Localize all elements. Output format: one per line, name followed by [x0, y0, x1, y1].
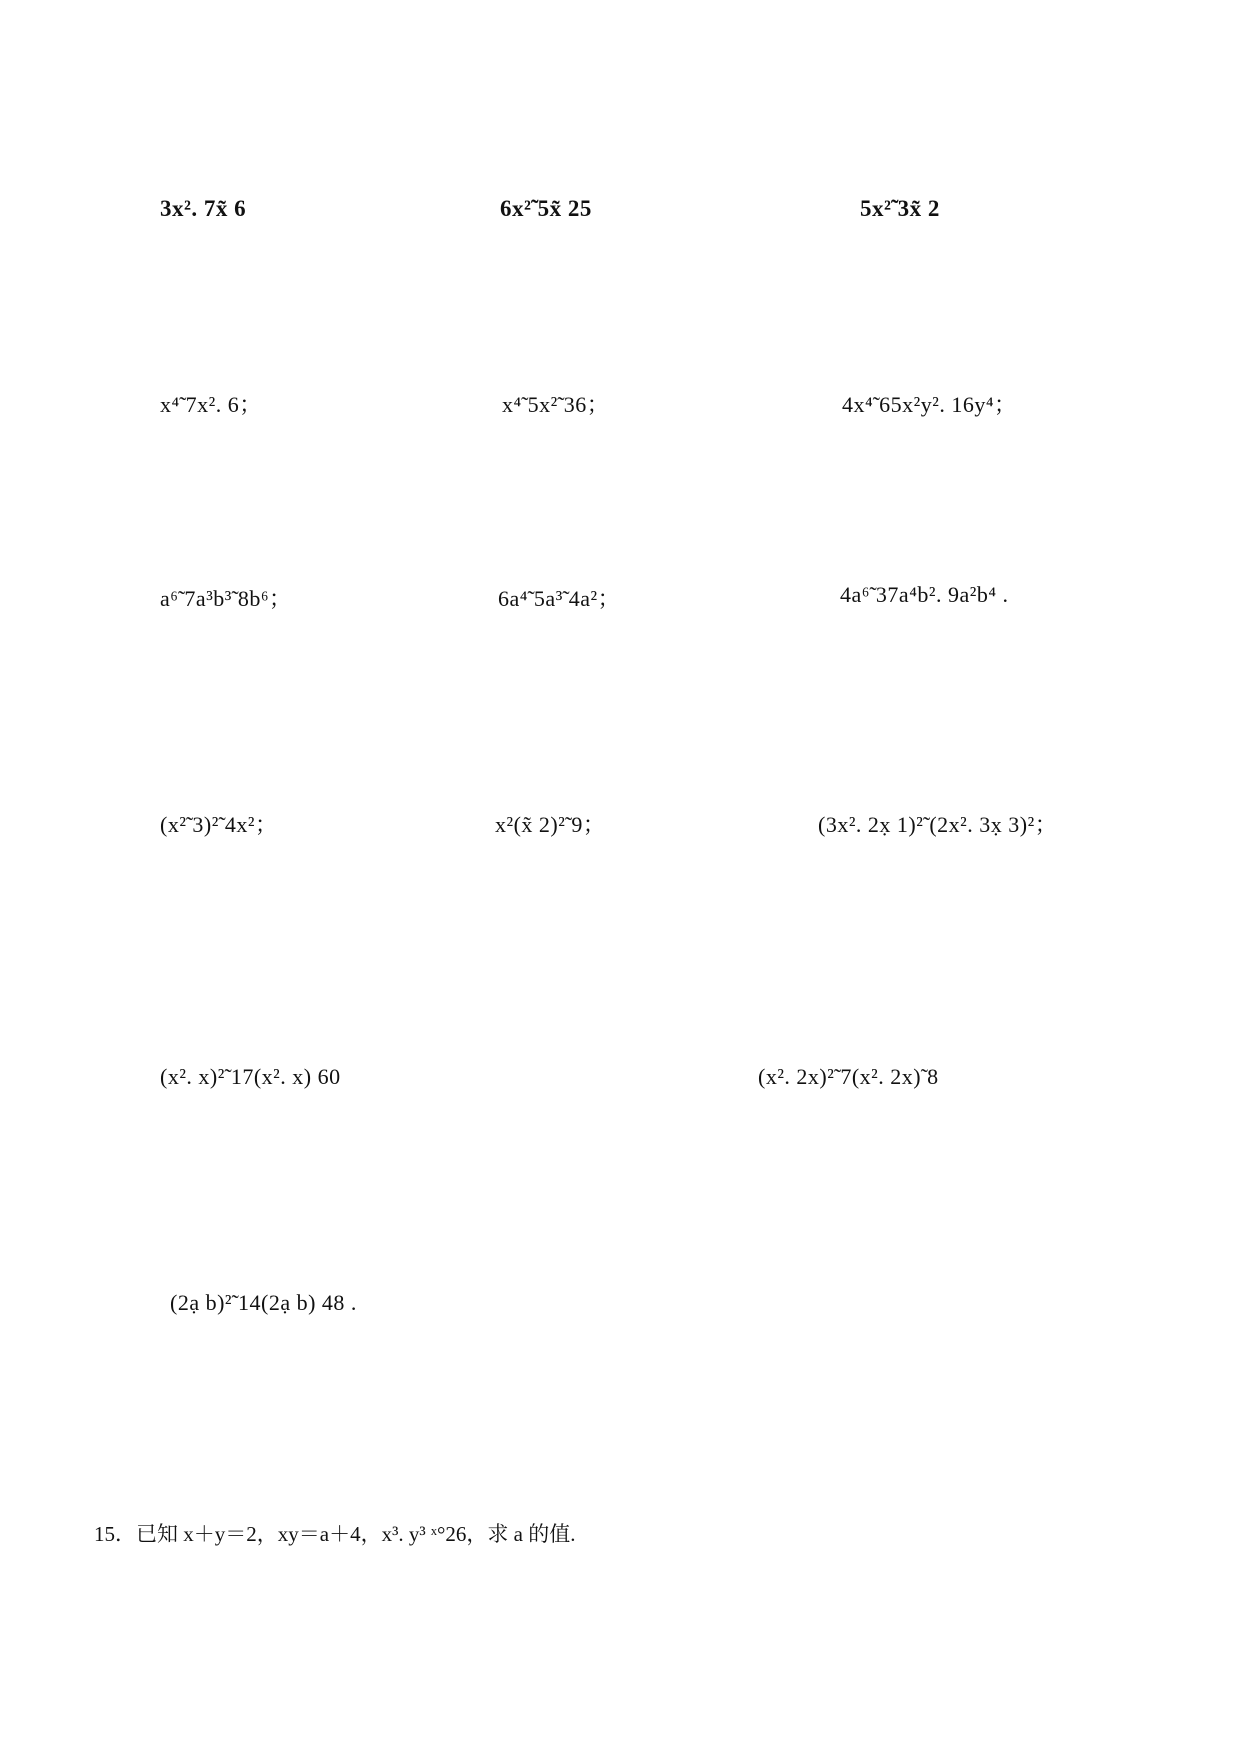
- problem-4-1: (x²̃ 3)²̃ 4x²；: [160, 812, 278, 837]
- problem-1-3: 5x²̃ 3x̃ 2: [860, 196, 940, 221]
- problem-4-3: (3x². 2x̣ 1)²̃ (2x². 3x̣ 3)²；: [818, 812, 1058, 837]
- question-15: 15．已知 x＋y＝2，xy＝a＋4，x³. y³ ˣ°26，求 a 的值.: [94, 1522, 576, 1546]
- problem-5-1: (x². x)²̃ 17(x². x) 60: [160, 1064, 341, 1089]
- problem-6-1: (2ạ b)²̃ 14(2ạ b) 48 .: [170, 1290, 357, 1315]
- problem-1-2: 6x²̃ 5x̃ 25: [500, 196, 592, 221]
- problem-3-1: a⁶̃ 7a³b³̃ 8b⁶；: [160, 586, 292, 611]
- problem-5-2: (x². 2x)²̃ 7(x². 2x)̃ 8: [758, 1064, 939, 1089]
- problem-4-2: x²(x̃ 2)²̃ 9；: [495, 812, 606, 837]
- problem-3-2: 6a⁴̃ 5a³̃ 4a²；: [498, 586, 621, 611]
- problem-3-3: 4a⁶̃ 37a⁴b². 9a²b⁴ .: [840, 582, 1009, 607]
- problem-2-1: x⁴̃ 7x². 6；: [160, 392, 262, 417]
- problem-1-1: 3x². 7x̃ 6: [160, 196, 247, 221]
- problem-2-3: 4x⁴̃ 65x²y². 16y⁴；: [842, 392, 1017, 417]
- problem-2-2: x⁴̃ 5x²̃ 36；: [502, 392, 610, 417]
